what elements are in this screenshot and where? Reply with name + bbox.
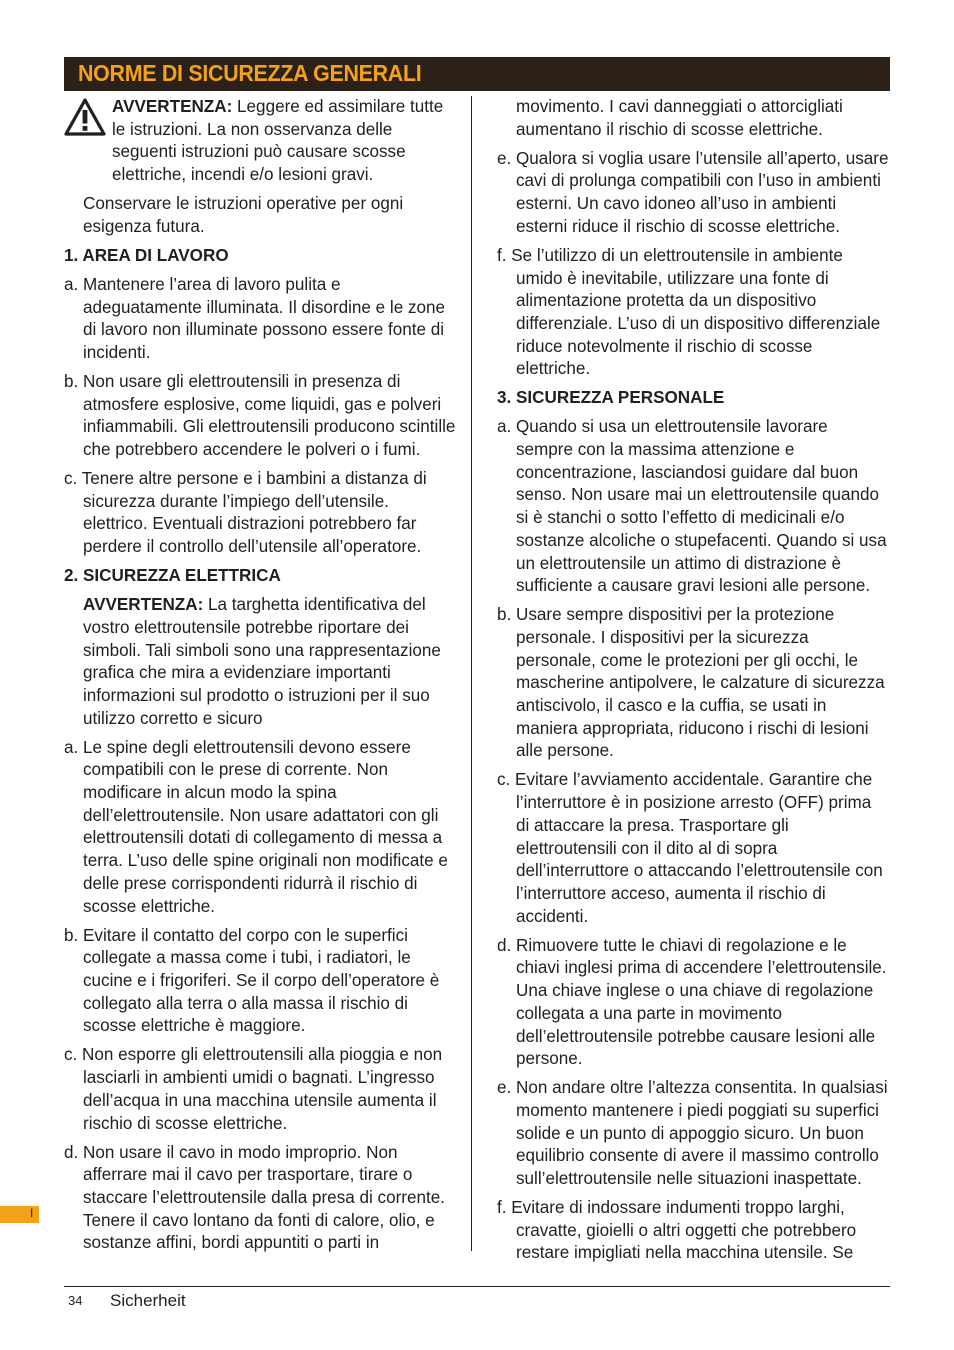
warning-text: Leggere ed assimilare tutte le istruzioni. La non osservanza delle seguenti istruzioni può causare scosse elettriche, incendi e/o lesioni gravi.	[112, 97, 444, 185]
list-item: c. Evitare l’avviamento accidentale. Garantire che l’interruttore è in posizione arresto (OFF) prima di attaccare la presa. Trasportare gli elettroutensili con il dito al di sopra dell’interruttore o attaccando l’elettroutensile con l’interruttore acceso, aumenta il rischio di accidenti.	[497, 770, 883, 926]
list-item-continuation: movimento. I cavi danneggiati o attorcigliati aumentano il rischio di scosse elettriche.	[516, 97, 843, 139]
language-tab-label: I	[30, 1206, 34, 1220]
right-column	[497, 96, 889, 1271]
general-warning	[64, 96, 456, 187]
list-item: b. Usare sempre dispositivi per la protezione personale. I dispositivi per la sicurezza personale, come le protezioni per gli occhi, le mascherine antipolvere, le calzature di sicurezza antiscivolo, il casco e la cuffia, se usati in maniera appropriata, riducono i rischi di lesioni alle persone.	[497, 605, 885, 761]
list-item: f. Evitare di indossare indumenti troppo larghi, cravatte, gioielli o altri oggetti che potrebbero restare impigliati nella macchina utensile. Se	[497, 1198, 857, 1263]
footer-section-name: Sicherheit	[110, 1291, 186, 1310]
list-item: a. Quando si usa un elettroutensile lavorare sempre con la massima attenzione e concentrazione, lasciandosi guidare dal buon senso. Non usare mai un elettroutensile quando si è stanchi o sotto l’effetto di medicinali e/o sostanze alcoliche o stupefacenti. Quando si usa un elettroutensile un attimo di distrazione è sufficiente a causare gravi lesioni alle persone.	[497, 417, 887, 596]
list-item: c. Non esporre gli elettroutensili alla pioggia e non lasciarli in ambienti umidi o bagnati. L’ingresso dell’acqua in una macchina utensile aumenta il rischio di scosse elettriche.	[64, 1045, 443, 1133]
list-item: c. Tenere altre persone e i bambini a distanza di sicurezza durante l’impiego dell’utensile. elettrico. Eventuali distrazioni potrebbero far perdere il controllo dell’utensile all’operatore.	[64, 469, 427, 557]
warning-label: AVVERTENZA:	[112, 97, 233, 116]
section-header-bar	[64, 57, 890, 91]
footer-rule	[64, 1286, 890, 1287]
list-item: e. Qualora si voglia usare l’utensile all’aperto, usare cavi di prolunga compatibili con l’uso in ambienti esterni. Un cavo idoneo all’uso in ambienti esterni riduce il rischio di scosse elettriche.	[497, 148, 889, 236]
warning-text: La targhetta identificativa del vostro elettroutensile potrebbe riportare dei simboli. Tali simboli sono una rappresentazione grafica che mira a evidenziare importanti informazioni sul prodotto o istruzioni per il suo utilizzo corretto e sicuro	[83, 595, 441, 728]
list-item: b. Non usare gli elettroutensili in presenza di atmosfere esplosive, come liquidi, gas e polveri infiammabili. Gli elettroutensili producono scintille che potrebbero accendere le polveri o i fumi.	[64, 371, 456, 460]
section-heading-personal-safety: 3. SICUREZZA PERSONALE	[497, 388, 725, 408]
list-item: f. Se l’utilizzo di un elettroutensile in ambiente umido è inevitabile, utilizzare una fonte di alimentazione protetta da un dispositivo differenziale. L’uso di un dispositivo differenziale riduce notevolmente il rischio di scosse elettriche.	[497, 245, 881, 379]
list-item: d. Rimuovere tutte le chiavi di regolazione e le chiavi inglesi prima di accendere l’elettroutensile. Una chiave inglese o una chiave di regolazione collegata a una parte in movimento dell’elettroutensile potrebbe causare lesioni alle persone.	[497, 935, 887, 1069]
list-item: b. Evitare il contatto del corpo con le superfici collegate a massa come i tubi, i radiatori, le cucine e i frigoriferi. Se il corpo dell’operatore è collegato alla terra o alla massa il rischio di scosse elettriche è maggiore.	[64, 925, 440, 1036]
section-heading-work-area: 1. AREA DI LAVORO	[64, 245, 229, 265]
left-column	[64, 96, 456, 1261]
section-title: NORME DI SICUREZZA GENERALI	[78, 60, 422, 86]
warning-label: AVVERTENZA:	[83, 595, 204, 615]
page-number: 34	[68, 1293, 83, 1308]
warning-triangle-icon	[64, 98, 106, 136]
language-tab	[0, 1206, 39, 1223]
keep-instructions-text: Conservare le istruzioni operative per ogni esigenza futura.	[83, 194, 404, 236]
list-item: a. Le spine degli elettroutensili devono essere compatibili con le prese di corrente. Non modificare in alcun modo la spina dell’elettroutensile. Non usare adattatori con gli elettroutensili dotati di collegamento di messa a terra. L’uso delle spine originali non modificate e delle prese corrispondenti ridurrà il rischio di scosse elettriche.	[64, 737, 448, 916]
electrical-warning	[64, 594, 456, 730]
list-item: d. Non usare il cavo in modo improprio. Non afferrare mai il cavo per trasportare, tirare o staccare l’elettroutensile dalla presa di corrente. Tenere il cavo lontano da fonti di calore, olio, e sostanze affini, bordi appuntiti o parti in	[64, 1142, 446, 1253]
column-divider	[471, 96, 472, 1251]
section-heading-electrical-safety: 2. SICUREZZA ELETTRICA	[64, 566, 281, 586]
list-item: a. Mantenere l’area di lavoro pulita e adeguatamente illuminata. Il disordine e le zone di lavoro non illuminate possono essere fonte di incidenti.	[64, 274, 446, 362]
list-item: e. Non andare oltre l’altezza consentita. In qualsiasi momento mantenere i piedi poggiati su superfici solide e un punto di appoggio sicuro. Un buon equilibrio consente di avere il massimo controllo sull’elettroutensile nelle situazioni inaspettate.	[497, 1078, 888, 1189]
